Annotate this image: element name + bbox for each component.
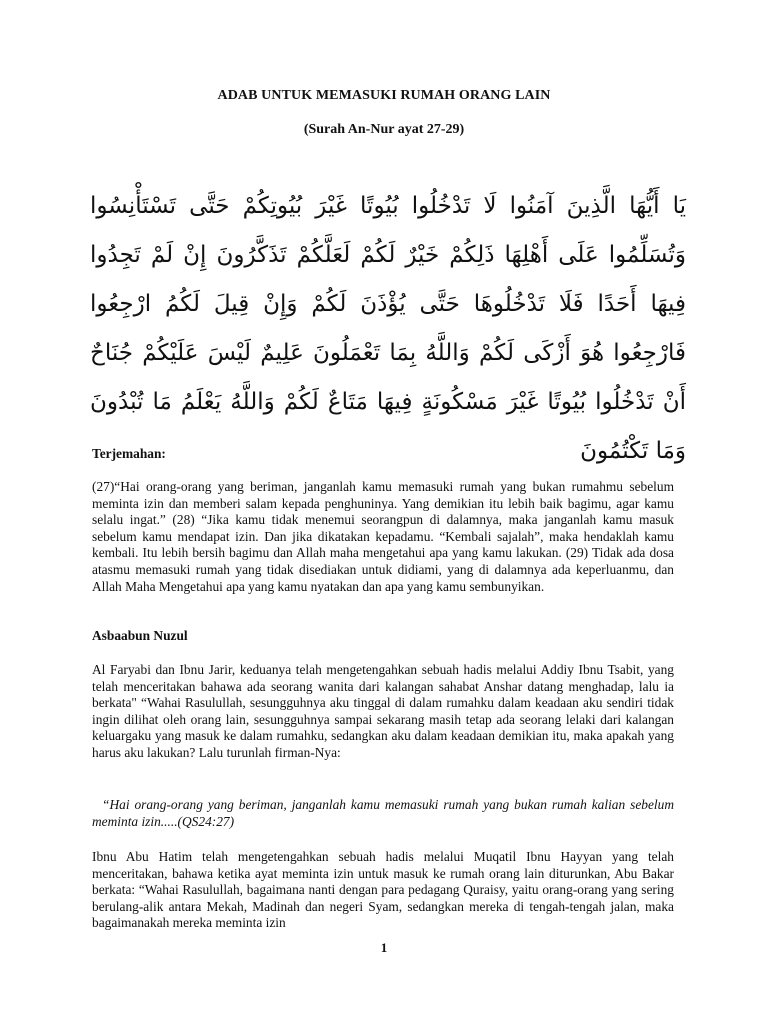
terjemahan-paragraph: (27)“Hai orang-orang yang beriman, janganlah kamu memasuki rumah yang bukan rumahmu sebelum meminta izin dan memberi salam kepada penghuninya. Yang demikian itu lebih baik bagimu, agar kamu selalu ingat.” (28) “Jika kamu tidak menemui seorangpun di dalamnya, maka janganlah kamu masuk sebelum kamu mendapat izin. Dan jika dikatakan kepadamu. “Kembali sajalah”, maka hendaklah kamu kembali. Itu lebih bersih bagimu dan Allah maha mengetahui apa yang kamu lakukan. (29) Tidak ada dosa atasmu memasuki rumah yang tidak disediakan untuk didiami, yang di dalamnya ada keperluanmu, dan Allah Maha Mengetahui apa yang kamu nyatakan dan apa yang kamu sembunyikan. (92, 479, 674, 594)
asbab-heading: Asbaabun Nuzul (92, 628, 188, 643)
page-number: 1 (380, 940, 388, 955)
quote-paragraph: “Hai orang-orang yang beriman, janganlah kamu memasuki rumah yang bukan rumah kalian sebelum meminta izin.....(QS24:27) (92, 797, 674, 829)
asbab-paragraph-2: Ibnu Abu Hatim telah mengetengahkan sebuah hadis melalui Muqatil Ibnu Hayyan yang telah menceritakan, bahawa ketika ayat meminta izin untuk masuk ke rumah orang lain diturunkan, Abu Bakar berkata: “Wahai Rasulullah, bagaimana nanti dengan para pedagang Quraisy, yaitu orang-orang yang sering berulang-alik antara Mekah, Madinah dan negeri Syam, sedangkan mereka di tengah-tengah jalan, maka bagaimanakah mereka meminta izin (92, 849, 674, 931)
page-title: ADAB UNTUK MEMASUKI RUMAH ORANG LAIN (217, 88, 551, 103)
asbab-paragraph-1: Al Faryabi dan Ibnu Jarir, keduanya telah mengetengahkan sebuah hadis melalui Addiy Ibnu Tsabit, yang telah menceritakan bahawa ada seorang wanita dari kalangan sahabat Anshar datang menghadap, lalu ia berkata" “Wahai Rasulullah, sesungguhnya aku tinggal di dalam rumahku dalam keadaan aku sendiri tidak ingin dilihat oleh orang lain, sesungguhnya sampai sekarang masih tetap ada seorang lelaki dari kalangan keluargaku yang masuk ke dalam rumahku, sedangkan aku dalam keadaan demikian itu, maka apakah yang harus aku lakukan? Lalu turunlah firman-Nya: (92, 662, 674, 760)
arabic-verse-text: يَا أَيُّهَا الَّذِينَ آمَنُوا لَا تَدْخُلُوا بُيُوتًا غَيْرَ بُيُوتِكُمْ حَتَّى تَسْتَأْنِسُوا وَتُسَلِّمُوا عَلَى أَهْلِهَا ذَلِكُمْ خَيْرٌ لَكُمْ لَعَلَّكُمْ تَذَكَّرُونَ إِنْ لَمْ تَجِدُوا فِيهَا أَحَدًا فَلَا تَدْخُلُوهَا حَتَّى يُؤْذَنَ لَكُمْ وَإِنْ قِيلَ لَكُمُ ارْجِعُوا فَارْجِعُوا هُوَ أَزْكَى لَكُمْ وَاللَّهُ بِمَا تَعْمَلُونَ عَلِيمٌ لَيْسَ عَلَيْكُمْ جُنَاحٌ أَنْ تَدْخُلُوا بُيُوتًا غَيْرَ مَسْكُونَةٍ فِيهَا مَتَاعٌ لَكُمْ وَاللَّهُ يَعْلَمُ مَا تُبْدُونَ وَمَا تَكْتُمُونَ (90, 193, 686, 464)
terjemahan-heading: Terjemahan: (92, 446, 166, 461)
page-subtitle: (Surah An-Nur ayat 27-29) (303, 122, 465, 137)
